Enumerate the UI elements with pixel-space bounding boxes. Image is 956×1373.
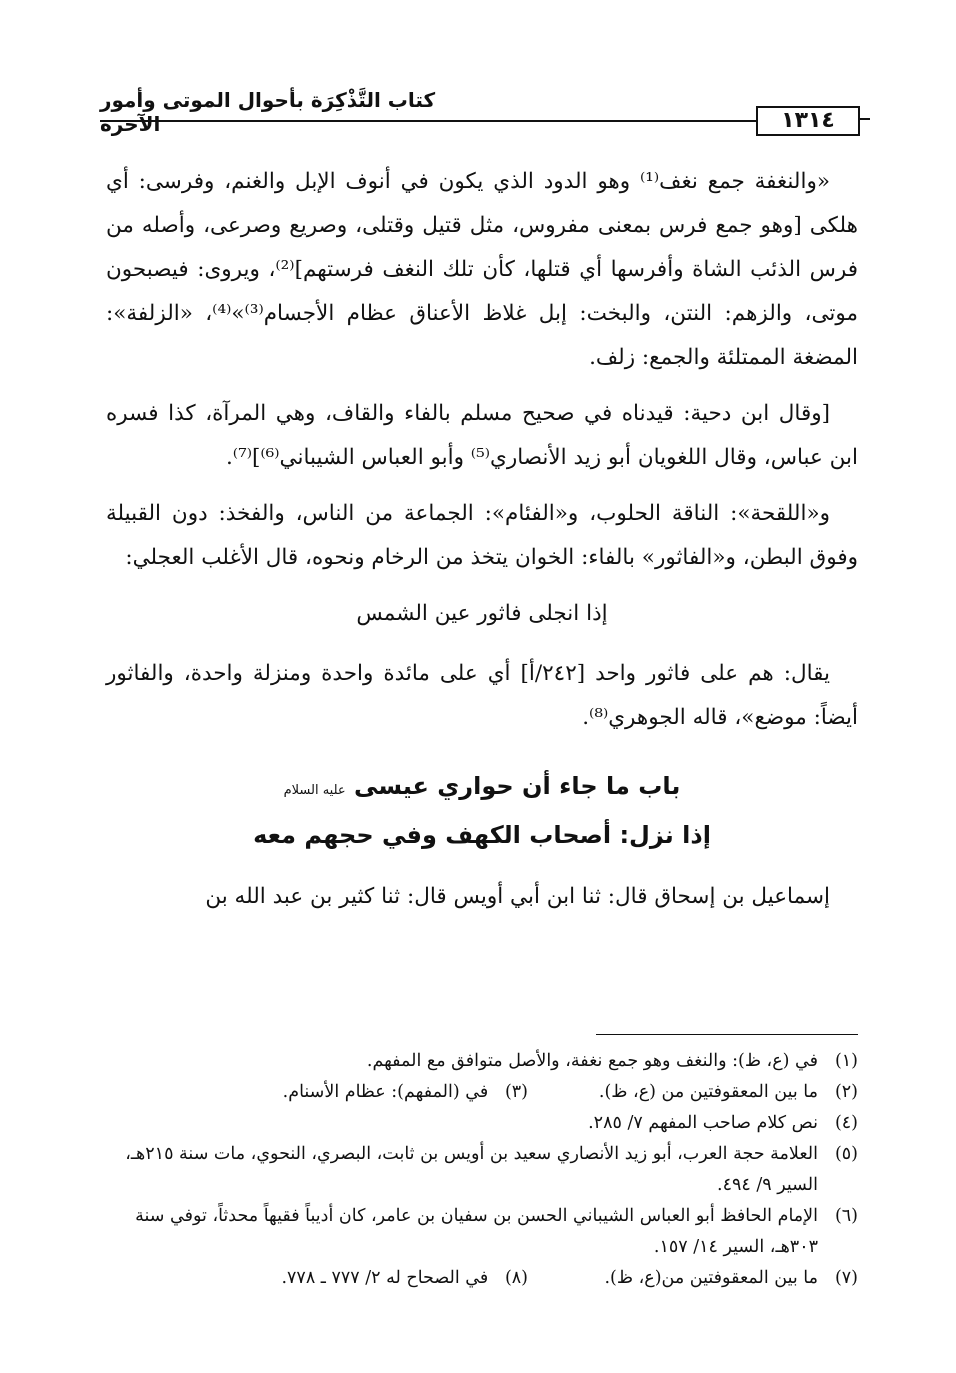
header-rule [100, 120, 860, 122]
paragraph-4: يقال: هم على فاثور واحد [٢٤٢/أ] أي على مائدة واحدة ومنزلة واحدة، والفاثور أيضاً: موضع»، قاله الجوهري⁽⁸⁾. [106, 661, 858, 730]
verse-line: إذا انجلى فاثور عين الشمس [356, 601, 608, 626]
footnote-1 [106, 1046, 858, 1077]
paragraph-5: إسماعيل بن إسحاق قال: ثنا ابن أبي أويس قال: ثنا كثير بن عبد الله بن [205, 884, 830, 909]
footnotes [106, 1046, 858, 1294]
footnote-number: (٢) [834, 1082, 858, 1102]
footnote-number: (٥) [834, 1144, 858, 1164]
footnote-number: (٤) [834, 1113, 858, 1133]
footnote-2-3 [106, 1077, 858, 1108]
footnote-6 [106, 1201, 858, 1263]
footnote-4 [106, 1108, 858, 1139]
footnote-7-8 [106, 1263, 858, 1294]
chapter-title-line-2: إذا نزل: أصحاب الكهف وفي حجهم معه [253, 821, 711, 849]
paragraph-2: [وقال ابن دحية: قيدناه في صحيح مسلم بالفاء والقاف، وهي المرآة، كذا فسره ابن عباس، وقال اللغويان أبو زيد الأنصاري⁽⁵⁾ وأبو العباس الشيباني⁽⁶⁾]⁽⁷⁾. [106, 401, 858, 470]
honorific-glyph: عليه السلام [283, 783, 346, 798]
footnote-number: (٧) [834, 1268, 858, 1288]
paragraph-1: «والنغفة جمع نغف⁽¹⁾ وهو الدود الذي يكون في أنوف الإبل والغنم، وفرسى: أي هلكى [وهو جمع فرس بمعنى مفروس، مثل قتيل وقتلى، وصريع وصرعى، وأصله من فرس الذئب الشاة وأفرسها أي قتلها، كأن تلك النغف فرستهم]⁽²⁾، ويروى: فيصبحون موتى، والزهم: النتن، والبخت: إبل غلاظ الأعناق عظام الأجسام⁽³⁾»⁽⁴⁾، «الزلفة»: المضغة الممتلئة والجمع: زلف. [106, 169, 859, 370]
chapter-heading [106, 764, 858, 857]
page-number: ١٣١٤ [756, 106, 860, 136]
footnote-text: الإمام الحافظ أبو العباس الشيباني الحسن بن سفيان بن عامر، كان أديباً فقيهاً محدثاً، توفي سنة ٣٠٣هـ، السير ١٤/ ١٥٧. [135, 1206, 818, 1257]
footnote-text: في (المفهم): عظام الأسنام. [282, 1082, 489, 1102]
footnote-text: في الصحاح له ٢/ ٧٧٧ ـ ٧٧٨. [281, 1268, 489, 1288]
footnote-text: في (ع، ظ): والنغف وهو جمع نغفة، والأصل متوافق مع المفهم. [366, 1051, 818, 1071]
footnote-5 [106, 1139, 858, 1201]
footnote-text: نص كلام صاحب المفهم ٧/ ٢٨٥. [588, 1113, 818, 1133]
footnote-number: (٣) [504, 1082, 528, 1102]
footnote-text: العلامة حجة العرب، أبو زيد الأنصاري سعيد بن أويس بن ثابت، البصري، النحوي، مات سنة ٢١٥هـ، السير ٩/ ٤٩٤. [125, 1144, 818, 1195]
chapter-title-line-1: باب ما جاء أن حواري عيسى [354, 772, 681, 800]
page-header [100, 80, 860, 136]
main-text [106, 160, 858, 931]
paragraph-3: و«اللقحة»: الناقة الحلوب، و«الفئام»: الجماعة من الناس، والفخذ: دون القبيلة وفوق البطن، و«الفاثور» بالفاء: الخوان يتخذ من الرخام ونحوه، قال الأغلب العجلي: [106, 501, 858, 570]
footnote-number: (١) [834, 1051, 858, 1071]
footnote-text: ما بين المعقوفتين من (ع، ظ). [598, 1082, 818, 1102]
book-title: كتاب التَّذْكِرَة بأحوال الموتى وأمور الآخرة [100, 88, 436, 136]
footnote-number: (٨) [504, 1268, 528, 1288]
footnote-rule [596, 1034, 858, 1035]
footnote-text: ما بين المعقوفتين من(ع، ظ). [604, 1268, 818, 1288]
footnote-number: (٦) [834, 1206, 858, 1226]
